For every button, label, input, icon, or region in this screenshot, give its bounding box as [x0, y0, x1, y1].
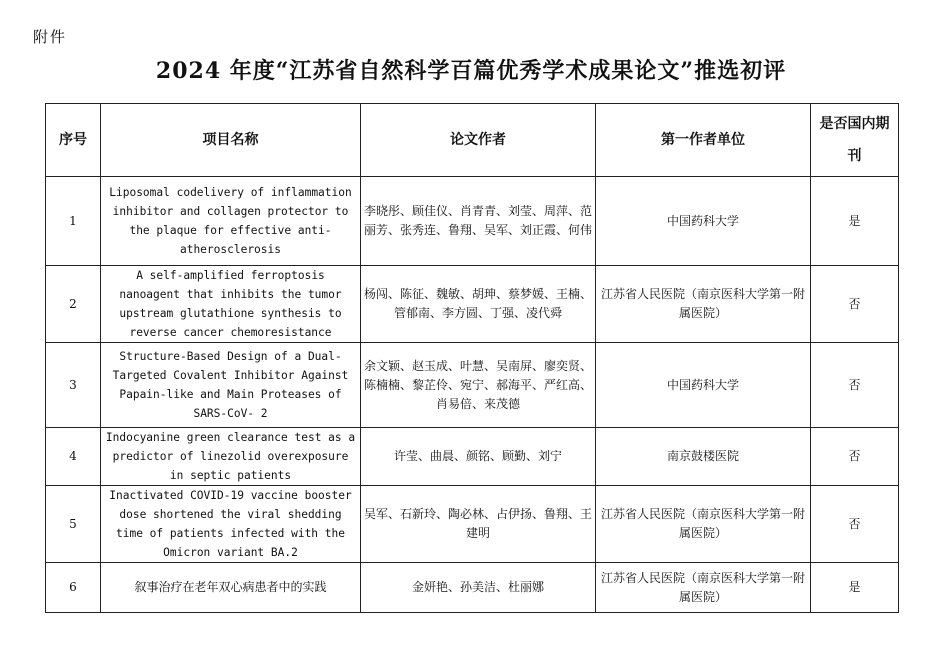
row-authors: 余文颖、赵玉成、叶慧、吴南屏、廖奕贤、陈楠楠、黎芷伶、宛宁、郝海平、严红高、肖易倍、来茂德 [361, 343, 596, 428]
row-authors: 杨闯、陈征、魏敏、胡珅、蔡梦媛、王楠、管郁南、李方圆、丁强、凌代舜 [361, 266, 596, 343]
row-index: 1 [46, 177, 101, 266]
header-unit: 第一作者单位 [596, 104, 811, 177]
row-unit: 江苏省人民医院（南京医科大学第一附属医院） [596, 486, 811, 563]
row-domestic: 否 [811, 428, 899, 486]
row-index: 6 [46, 563, 101, 613]
row-project: 叙事治疗在老年双心病患者中的实践 [101, 563, 361, 613]
row-index: 4 [46, 428, 101, 486]
attachment-label: 附件 [33, 28, 68, 46]
row-project: Indocyanine green clearance test as a predictor of linezolid overexposure in septic patients [101, 428, 361, 486]
row-project: A self-amplified ferroptosis nanoagent that inhibits the tumor upstream glutathione synthesis to reverse cancer chemoresistance [101, 266, 361, 343]
row-authors: 金妍艳、孙美洁、杜丽娜 [361, 563, 596, 613]
row-domestic: 是 [811, 563, 899, 613]
row-project: Liposomal codelivery of inflammation inhibitor and collagen protector to the plaque for effective anti-atherosclerosis [101, 177, 361, 266]
row-authors: 许莹、曲晨、颜铭、顾勤、刘宁 [361, 428, 596, 486]
row-domestic: 否 [811, 266, 899, 343]
header-index: 序号 [46, 104, 101, 177]
row-domestic: 否 [811, 343, 899, 428]
row-unit: 江苏省人民医院（南京医科大学第一附属医院） [596, 563, 811, 613]
row-domestic: 否 [811, 486, 899, 563]
row-unit: 南京鼓楼医院 [596, 428, 811, 486]
row-project: Inactivated COVID-19 vaccine booster dose shortened the viral shedding time of patients infected with the Omicron variant BA.2 [101, 486, 361, 563]
table-row [46, 266, 899, 343]
table-row [46, 486, 899, 563]
header-domestic: 是否国内期刊 [811, 104, 899, 177]
row-index: 3 [46, 343, 101, 428]
table-row [46, 343, 899, 428]
table-row [46, 177, 899, 266]
row-authors: 吴军、石新玲、陶必林、占伊扬、鲁翔、王建明 [361, 486, 596, 563]
row-unit: 江苏省人民医院（南京医科大学第一附属医院） [596, 266, 811, 343]
row-index: 2 [46, 266, 101, 343]
row-index: 5 [46, 486, 101, 563]
results-table [45, 103, 899, 613]
header-project: 项目名称 [101, 104, 361, 177]
header-authors: 论文作者 [361, 104, 596, 177]
row-project: Structure-Based Design of a Dual-Targeted Covalent Inhibitor Against Papain-like and Main Proteases of SARS-CoV- 2 [101, 343, 361, 428]
table-header-row [46, 104, 899, 177]
row-authors: 李晓彤、顾佳仪、肖青青、刘莹、周萍、范丽芳、张秀连、鲁翔、吴军、刘正霞、何伟 [361, 177, 596, 266]
table-row [46, 563, 899, 613]
table-row [46, 428, 899, 486]
document-title: 2024 年度“江苏省自然科学百篇优秀学术成果论文”推选初评 [155, 58, 787, 84]
row-unit: 中国药科大学 [596, 343, 811, 428]
row-domestic: 是 [811, 177, 899, 266]
row-unit: 中国药科大学 [596, 177, 811, 266]
